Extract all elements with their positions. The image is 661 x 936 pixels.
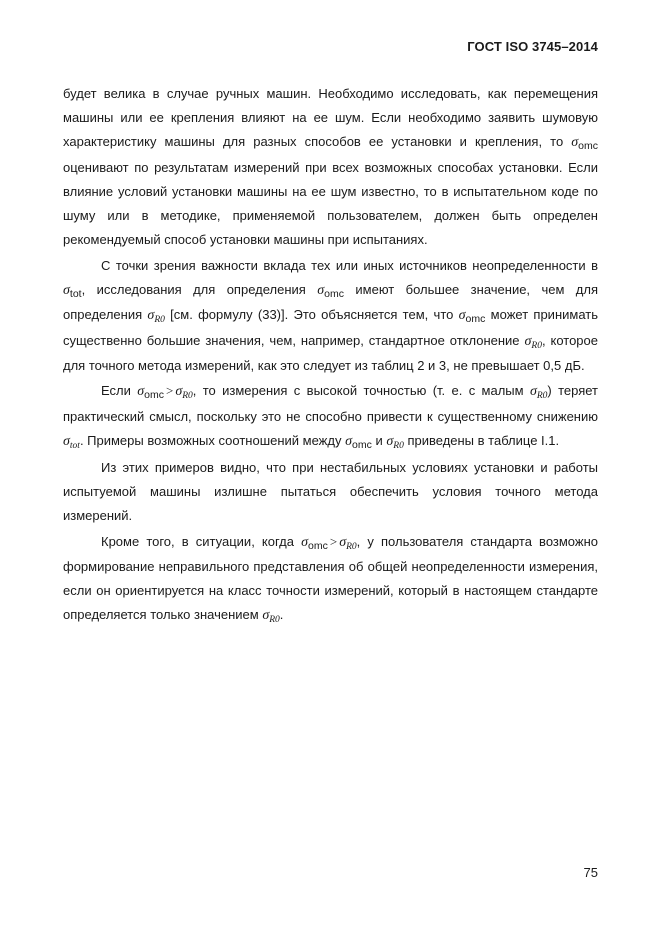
text-run: , у пользователя стандарта возможно формирование неправильного представления об общей неопределенности измерения, если он ориентируется на класс точности измерений, который в настоящем стандарте определяется только значением xyxy=(63,533,598,623)
sigma-omc-gt-sigma-r0-formula: $\sigma_{omc} > \sigma_{R0}$ xyxy=(301,533,357,552)
sigma-r0-symbol: $\sigma_{R0}$ xyxy=(262,608,280,626)
sigma-omc-symbol: $\sigma_{omc}$ xyxy=(458,308,486,326)
page-number: 75 xyxy=(583,865,598,880)
sigma-r0-symbol: $\sigma_{R0}$ xyxy=(147,308,165,326)
text-run: оценивают по результатам измерений при всех возможных способах установки. Если влияние условий установки машины на ее шум известно, то в испытательном коде по шуму или в методике, применяемой пользователем, должен быть определен рекомендуемый способ установки машины при испытаниях. xyxy=(63,159,598,248)
sigma-r0-symbol: $\sigma_{R0}$ xyxy=(529,384,548,402)
text-run: [см. формулу (33)]. Это объясняется тем, что xyxy=(170,307,454,323)
sigma-r0-symbol: $\sigma_{R0}$ xyxy=(386,433,404,451)
paragraph-5 xyxy=(63,530,598,629)
text-run: может принимать существенно большие значения, чем, например, стандартное отклонение xyxy=(63,307,598,348)
text-run: Из этих примеров видно, что при нестабильных условиях установки и работы испытуемой машины излишне пытаться обеспечить условия точного метода измерений. xyxy=(63,459,598,523)
paragraph-1 xyxy=(63,82,598,252)
sigma-omc-symbol: $\sigma_{omc}$ xyxy=(317,283,344,301)
text-run: , которое для точного метода измерений, как это следует из таблиц 2 и 3, не превышает 0,5 дБ. xyxy=(63,332,598,373)
sigma-omc-symbol: $\sigma_{omc}$ xyxy=(345,433,372,451)
text-run: С точки зрения важности вклада тех или иных источников неопределенности в xyxy=(101,257,598,273)
paragraph-4 xyxy=(63,456,598,529)
sigma-tot-symbol: $\sigma_{tot}$ xyxy=(63,283,82,301)
text-run: и xyxy=(375,432,383,448)
text-run: , исследования для определения xyxy=(81,282,306,298)
body-text xyxy=(63,82,598,630)
text-run: . xyxy=(279,607,284,623)
paragraph-2 xyxy=(63,254,598,378)
sigma-omc-symbol: $\sigma_{omc}$ xyxy=(571,135,598,153)
text-run: имеют большее значение, чем для определения xyxy=(63,282,598,323)
paragraph-3 xyxy=(63,379,598,454)
sigma-omc-gt-sigma-r0-formula: $\sigma_{omc} > \sigma_{R0}$ xyxy=(137,383,193,402)
text-run: , то измерения с высокой точностью (т. е. с малым xyxy=(192,383,524,399)
text-run: . Примеры возможных соотношений между xyxy=(79,432,342,448)
text-run: Кроме того, в ситуации, когда xyxy=(101,533,294,549)
text-run: будет велика в случае ручных машин. Необходимо исследовать, как перемещения машины или ее крепления влияют на ее шум. Если необходимо заявить шумовую характеристику машины для разных способов ее установки и крепления, то xyxy=(63,86,598,150)
text-run: Если xyxy=(101,383,131,399)
sigma-r0-symbol: $\sigma_{R0}$ xyxy=(524,333,542,351)
text-run: ) теряет практический смысл, поскольку это не способно привести к существенному снижению xyxy=(63,383,598,424)
text-run: приведены в таблице I.1. xyxy=(407,432,560,448)
standard-code-header: ГОСТ ISO 3745–2014 xyxy=(467,39,598,54)
sigma-tot-symbol: $\sigma_{tot}$ xyxy=(63,433,80,451)
